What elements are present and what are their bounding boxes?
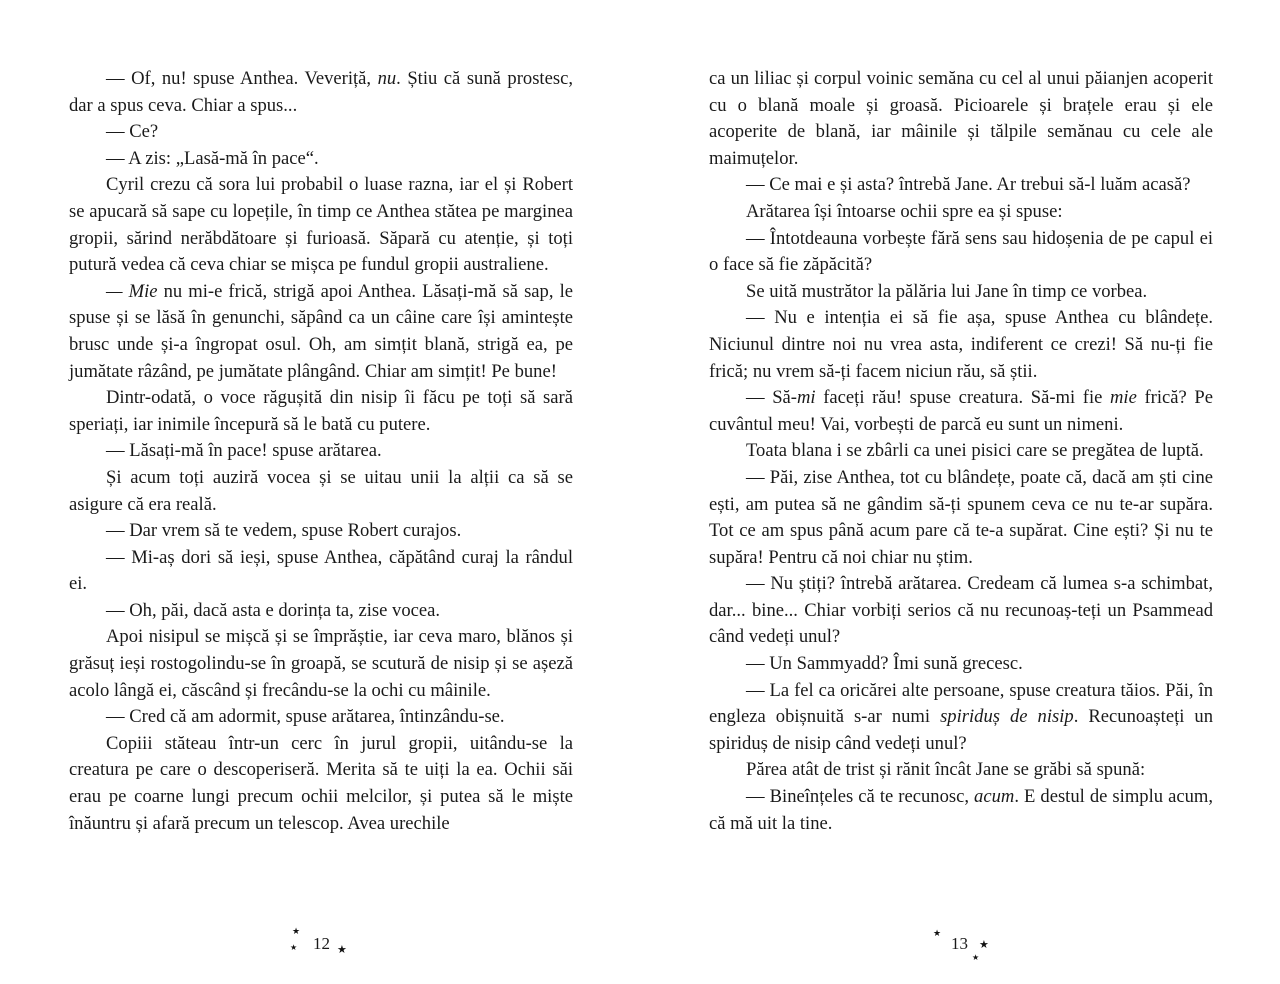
paragraph: ca un liliac și corpul voinic semăna cu cel al unui păianjen acoperit cu o blană moale și groasă. Picioarele și brațele erau și ele acoperite de blană, iar mâinile și tălpile semănau cu cele ale maimuțelor. — [709, 68, 1213, 169]
paragraph: Dintr-odată, o voce răgușită din nisip îi făcu pe toți să sară speriați, iar inimile începură să le bată cu putere. — [69, 387, 573, 435]
paragraph: — Mi-aș dori să ieși, spuse Anthea, căpătând curaj la rândul ei. — [69, 546, 573, 595]
paragraph: — La fel ca oricărei alte persoane, spuse creatura tăios. Păi, în engleza obișnuită s-ar numi spiriduș de nisip. Recunoașteți un spiriduș de nisip când vedeți unul? — [709, 679, 1214, 754]
paragraph: Se uită mustrător la pălăria lui Jane în timp ce vorbea. — [746, 280, 1148, 302]
paragraph: — A zis: „Lasă-mă în pace“. — [106, 147, 319, 169]
paragraph: — Cred că am adormit, spuse arătarea, întinzându-se. — [106, 706, 505, 728]
paragraph: — Oh, păi, dacă asta e dorința ta, zise vocea. — [106, 599, 441, 621]
paragraph: — Dar vrem să te vedem, spuse Robert curajos. — [106, 520, 462, 542]
star-icon: ★ — [290, 943, 298, 952]
paragraph: — Nu e intenția ei să fie așa, spuse Anthea cu blândețe. Niciunul dintre noi nu vrea asta, indiferent ce crezi! Să nu-ți fie frică; nu vrem să-ți facem niciun rău, să știi. — [709, 307, 1213, 382]
paragraph: Și acum toți auziră vocea și se uitau unii la alții ca să se asigure că era reală. — [69, 466, 573, 515]
paragraph: Copiii stăteau într-un cerc în jurul gropii, uitându-se la creatura pe care o descoperiseră. Merita să te uiți la ea. Ochii săi erau pe coarne lungi precum ochii melcilor, și putea să le miște înăuntru și afară precum un telescop. Avea urechile — [69, 732, 573, 834]
paragraph: — Mie nu mi-e frică, strigă apoi Anthea. Lăsați-mă să sap, le spuse și se lăsă în genunchi, săpând ca un câine care își amintește brusc unde și-a îngropat osul. Oh, am simțit blană, strigă ea, pe jumătate râzând, pe jumătate plângând. Chiar am simțit! Pe bune! — [69, 280, 573, 382]
paragraph: — Ce? — [106, 121, 159, 143]
left-page — [69, 66, 573, 837]
star-icon: ★ — [337, 943, 347, 956]
paragraph: Părea atât de trist și rănit încât Jane se grăbi să spună: — [746, 759, 1146, 781]
right-page — [709, 66, 1213, 837]
paragraph: — Lăsați-mă în pace! spuse arătarea. — [106, 440, 382, 462]
paragraph: — Of, nu! spuse Anthea. Veveriță, nu. Știu că sună prostesc, dar a spus ceva. Chiar a spus... — [69, 68, 573, 116]
paragraph: Apoi nisipul se mișcă și se împrăștie, iar ceva maro, blănos și grăsuț ieși rostogolindu-se în groapă, se scutură de nisip și se așeză acolo lângă ei, căscând și frecându-se la ochi cu mâinile. — [69, 626, 573, 701]
page-number-left — [282, 928, 372, 968]
page-number-right — [926, 928, 1016, 968]
paragraph: — Nu știți? întrebă arătarea. Credeam că lumea s-a schimbat, dar... bine... Chiar vorbiți serios că nu recunoaș-teți un Psammead când vedeți unul? — [709, 573, 1213, 648]
paragraph: — Păi, zise Anthea, tot cu blândețe, poate că, dacă am ști cine ești, am putea să ne gândim să-ți spunem ceva ce nu te-ar supăra. Tot ce am spus până acum pare că te-a supărat. Cine ești? Și nu te supăra! Pentru că noi chiar nu știm. — [709, 466, 1213, 568]
paragraph: — Ce mai e și asta? întrebă Jane. Ar trebui să-l luăm acasă? — [746, 174, 1191, 196]
page-number: 12 — [313, 934, 330, 953]
paragraph: Cyril crezu că sora lui probabil o luase razna, iar el și Robert se apucară să sape cu lopețile, în timp ce Anthea stătea pe marginea gropii, sărind nerăbdătoare și furioasă. Săpară cu atenție, și toți putură vedea că ceva chiar se mișca pe fundul gropii australiene. — [69, 174, 573, 276]
paragraph: — Un Sammyadd? Îmi sună grecesc. — [746, 653, 1023, 675]
paragraph: — Să-mi faceți rău! spuse creatura. Să-mi fie mie frică? Pe cuvântul meu! Vai, vorbești de parcă eu sunt un nimeni. — [709, 387, 1213, 435]
paragraph: Toata blana i se zbârli ca unei pisici care se pregătea de luptă. — [746, 440, 1204, 462]
paragraph: Arătarea își întoarse ochii spre ea și spuse: — [746, 200, 1063, 222]
paragraph: — Întotdeauna vorbește fără sens sau hidoșenia de pe capul ei o face să fie zăpăcită? — [709, 227, 1213, 276]
paragraph: — Bineînțeles că te recunosc, acum. E destul de simplu acum, că mă uit la tine. — [709, 786, 1213, 834]
star-icon: ★ — [972, 953, 980, 962]
star-icon: ★ — [933, 929, 942, 939]
star-icon: ★ — [292, 927, 301, 937]
page-number: 13 — [951, 934, 968, 953]
star-icon: ★ — [979, 938, 989, 951]
